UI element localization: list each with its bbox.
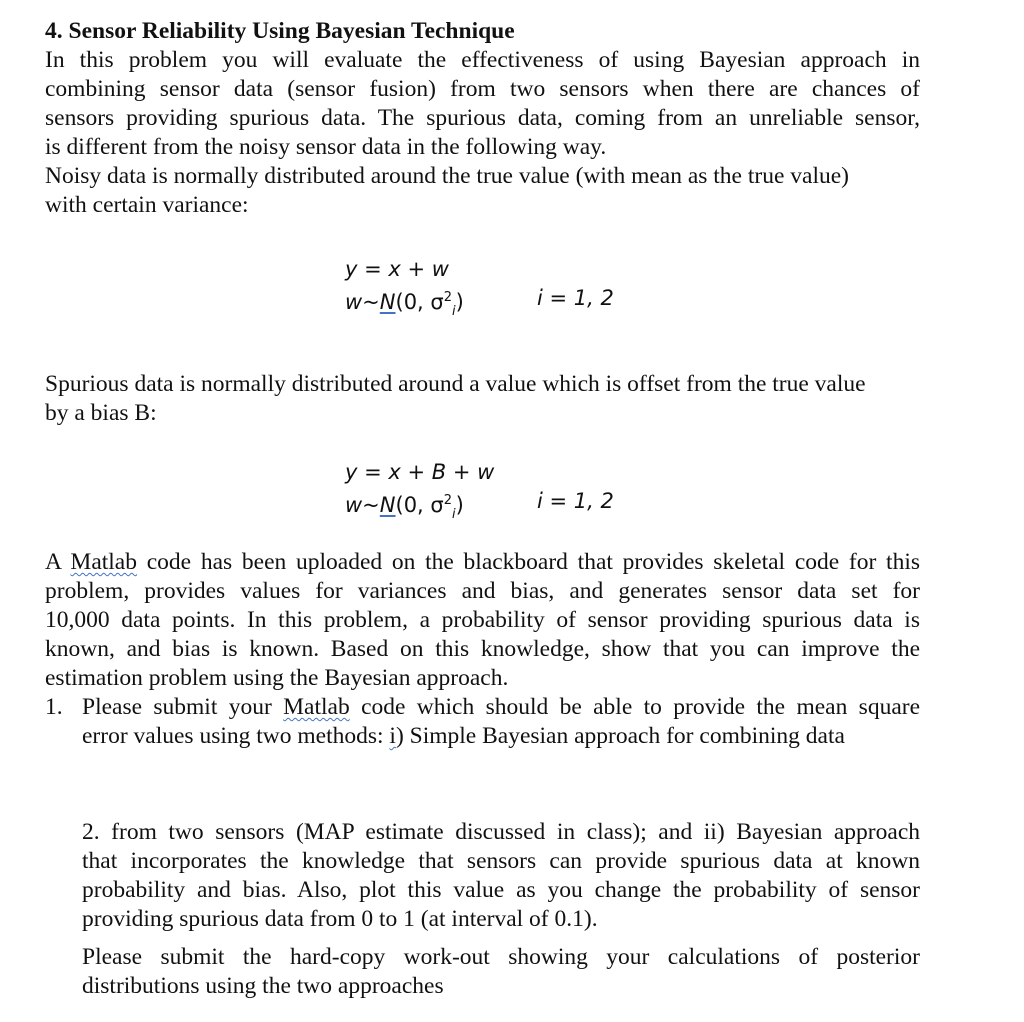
problem-title: 4. Sensor Reliability Using Bayesian Technique (45, 18, 515, 44)
item2-line: that incorporates the knowledge that sensors can provide spurious data at known (82, 848, 920, 874)
eq-close: ) (455, 290, 464, 314)
eq-sub: i (452, 304, 456, 319)
hardcopy-line: Please submit the hard-copy work-out showing your calculations of posterior (82, 944, 920, 970)
text-run: Please submit your (82, 694, 284, 720)
eq-sub: i (452, 507, 456, 522)
index-range: i = 1, 2 (537, 489, 614, 513)
eq-sup: 2 (443, 290, 452, 305)
eq-prefix: w~ (345, 290, 380, 314)
intro-line: In this problem you will evaluate the effectiveness of using Bayesian approach in (45, 47, 920, 73)
item2-line: probability and bias. Also, plot this value as you change the probability of sensor (82, 877, 920, 903)
matlab-para-line: estimation problem using the Bayesian approach. (45, 665, 509, 691)
eq-close: ) (455, 493, 464, 517)
item2-line: 2. from two sensors (MAP estimate discussed in class); and ii) Bayesian approach (82, 819, 920, 845)
normal-symbol: N (379, 493, 396, 517)
matlab-word: Matlab (283, 694, 350, 720)
intro-line: combining sensor data (sensor fusion) from two sensors when there are chances of (45, 76, 920, 102)
text-run: code has been uploaded on the blackboard that provides skeletal code for this (137, 549, 920, 575)
text-run: ) Simple Bayesian approach for combining data (395, 723, 845, 749)
noise-distribution-equation (345, 285, 464, 325)
intro-line: sensors providing spurious data. The spurious data, coming from an unreliable sensor, (45, 105, 920, 131)
text-run: error values using two methods: (82, 723, 390, 749)
list-number: 1. (45, 694, 63, 720)
hardcopy-line: distributions using the two approaches (82, 973, 444, 999)
intro-line: with certain variance: (45, 192, 249, 218)
eq-args: (0, σ (395, 493, 444, 517)
matlab-word: Matlab (70, 549, 137, 575)
item1-line (82, 693, 920, 722)
spurious-model-equation: y = x + B + w (345, 460, 495, 484)
noise-model-equation: y = x + w (345, 257, 449, 281)
roman-i: i (389, 723, 396, 749)
index-range: i = 1, 2 (537, 286, 614, 310)
spurious-line: by a bias B: (45, 400, 157, 426)
matlab-para-line: 10,000 data points. In this problem, a probability of sensor providing spurious data is (45, 607, 920, 633)
item2-line: providing spurious data from 0 to 1 (at interval of 0.1). (82, 906, 598, 932)
matlab-para-line (45, 548, 920, 577)
eq-sup: 2 (443, 493, 452, 508)
matlab-para-line: problem, provides values for variances and bias, and generates sensor data set for (45, 578, 920, 604)
text-run: A (45, 549, 71, 575)
spurious-line: Spurious data is normally distributed around a value which is offset from the true value (45, 371, 866, 397)
spurious-distribution-equation (345, 488, 464, 528)
eq-args: (0, σ (395, 290, 444, 314)
normal-symbol: N (379, 290, 396, 314)
item1-line (82, 722, 920, 751)
eq-prefix: w~ (345, 493, 380, 517)
intro-line: is different from the noisy sensor data in the following way. (45, 134, 607, 160)
text-run: code which should be able to provide the mean square (349, 694, 921, 720)
matlab-para-line: known, and bias is known. Based on this knowledge, show that you can improve the (45, 636, 920, 662)
intro-line: Noisy data is normally distributed around the true value (with mean as the true value) (45, 163, 849, 189)
